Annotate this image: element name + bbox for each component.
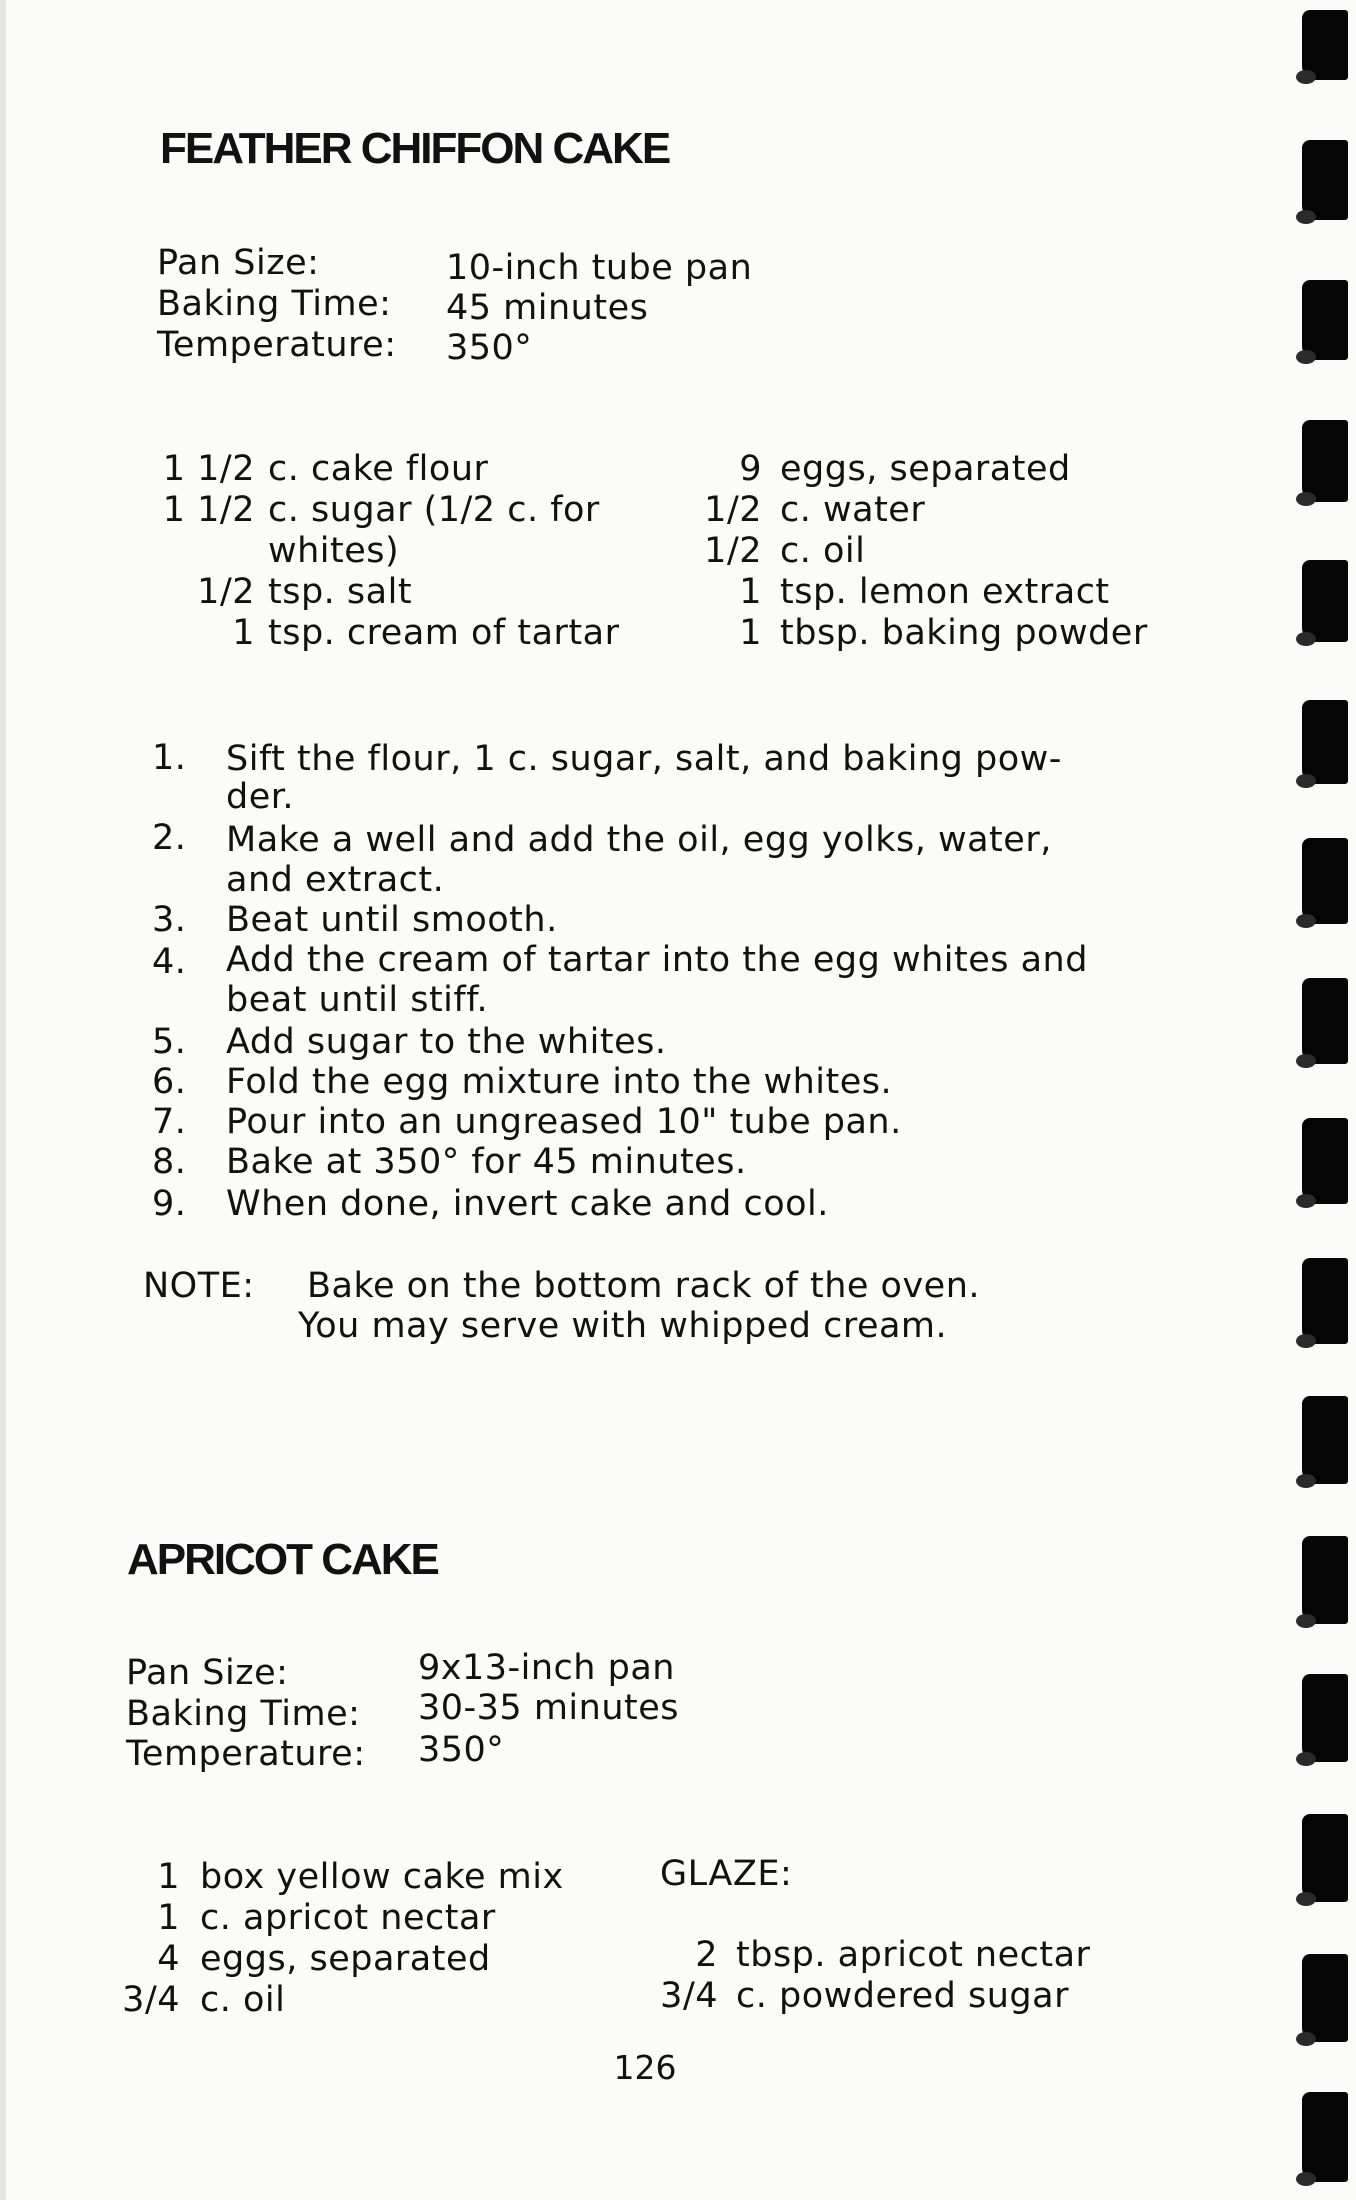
step-number: 7. (152, 1102, 187, 1142)
step-text: Add sugar to the whites. (226, 1022, 667, 1062)
binding-ring (1302, 978, 1348, 1064)
ingredient-text: c. water (780, 490, 926, 530)
step-text: Bake at 350° for 45 minutes. (226, 1142, 747, 1182)
detail-value: 9x13-inch pan (418, 1648, 675, 1688)
binding-ring (1302, 838, 1348, 924)
step-number: 8. (152, 1142, 187, 1182)
binding-ring (1302, 140, 1348, 220)
binding-ring (1302, 1814, 1348, 1902)
ingredient-qty: 1 1/2 (162, 490, 255, 530)
page-edge (0, 0, 6, 2200)
binding-ring (1302, 700, 1348, 784)
ingredient-text: box yellow cake mix (200, 1857, 564, 1897)
glaze-label: GLAZE: (660, 1854, 793, 1894)
ingredient-qty: 1/2 (704, 490, 762, 530)
ingredient-qty: 1 1/2 (162, 449, 255, 489)
detail-label: Baking Time: (126, 1694, 361, 1734)
step-text: Sift the flour, 1 c. sugar, salt, and baking pow- (226, 739, 1062, 779)
ingredient-text: tsp. salt (268, 572, 413, 612)
note-text: You may serve with whipped cream. (298, 1306, 948, 1346)
step-text: Pour into an ungreased 10" tube pan. (226, 1102, 902, 1142)
ingredient-qty: 3/4 (122, 1980, 180, 2020)
step-number: 9. (152, 1184, 187, 1224)
ingredient-qty: 1/2 (197, 572, 255, 612)
ingredient-qty: 1 (739, 613, 762, 653)
ingredient-text: c. apricot nectar (200, 1898, 496, 1938)
step-number: 1. (152, 738, 187, 778)
step-number: 4. (152, 942, 187, 982)
ingredient-text: tsp. lemon extract (780, 572, 1110, 612)
binding-ring (1302, 10, 1348, 80)
detail-label: Temperature: (157, 325, 397, 365)
binding-ring (1302, 280, 1348, 360)
detail-value: 10-inch tube pan (446, 248, 753, 288)
step-text: When done, invert cake and cool. (226, 1184, 829, 1224)
detail-label: Pan Size: (126, 1653, 289, 1693)
step-text: Beat until smooth. (226, 900, 558, 940)
binding-ring (1302, 1674, 1348, 1762)
note-text: Bake on the bottom rack of the oven. (307, 1266, 981, 1306)
step-text: and extract. (226, 860, 445, 900)
recipe-title: FEATHER CHIFFON CAKE (160, 124, 670, 173)
binding-ring (1302, 1954, 1348, 2042)
ingredient-qty: 2 (695, 1935, 718, 1975)
detail-label: Pan Size: (157, 243, 320, 283)
ingredient-text: c. sugar (1/2 c. for (268, 490, 600, 530)
ingredient-qty: 1 (157, 1857, 180, 1897)
page-number: 126 (613, 2048, 677, 2087)
ingredient-text: tsp. cream of tartar (268, 613, 620, 653)
step-number: 5. (152, 1022, 187, 1062)
detail-value: 350° (418, 1730, 505, 1770)
ingredient-qty: 4 (157, 1939, 180, 1979)
ingredient-text: c. oil (200, 1980, 286, 2020)
ingredient-text: tbsp. apricot nectar (736, 1935, 1091, 1975)
step-text: Add the cream of tartar into the egg whites and (226, 940, 1088, 980)
ingredient-qty: 1/2 (704, 531, 762, 571)
step-text: beat until stiff. (226, 980, 489, 1020)
ingredient-text: c. oil (780, 531, 866, 571)
spiral-binding (1286, 0, 1356, 2200)
binding-ring (1302, 1536, 1348, 1624)
binding-ring (1302, 2092, 1348, 2182)
detail-label: Baking Time: (157, 284, 392, 324)
detail-value: 45 minutes (446, 288, 649, 328)
step-number: 6. (152, 1062, 187, 1102)
note-label: NOTE: (143, 1266, 255, 1306)
step-text: der. (226, 777, 295, 817)
detail-value: 30-35 minutes (418, 1688, 680, 1728)
step-number: 3. (152, 900, 187, 940)
ingredient-qty: 1 (739, 572, 762, 612)
ingredient-text: eggs, separated (780, 449, 1071, 489)
ingredient-qty: 1 (157, 1898, 180, 1938)
binding-ring (1302, 560, 1348, 642)
step-text: Fold the egg mixture into the whites. (226, 1062, 893, 1102)
recipe-title: APRICOT CAKE (127, 1535, 438, 1584)
binding-ring (1302, 1258, 1348, 1344)
ingredient-text: whites) (268, 531, 400, 571)
detail-label: Temperature: (126, 1734, 366, 1774)
ingredient-text: c. cake flour (268, 449, 489, 489)
ingredient-qty: 3/4 (660, 1976, 718, 2016)
step-number: 2. (152, 818, 187, 858)
binding-ring (1302, 1396, 1348, 1484)
binding-ring (1302, 1118, 1348, 1204)
binding-ring (1302, 420, 1348, 502)
ingredient-text: tbsp. baking powder (780, 613, 1148, 653)
ingredient-qty: 9 (739, 449, 762, 489)
ingredient-text: c. powdered sugar (736, 1976, 1069, 2016)
ingredient-text: eggs, separated (200, 1939, 491, 1979)
step-text: Make a well and add the oil, egg yolks, water, (226, 820, 1052, 860)
ingredient-qty: 1 (232, 613, 255, 653)
detail-value: 350° (446, 328, 533, 368)
